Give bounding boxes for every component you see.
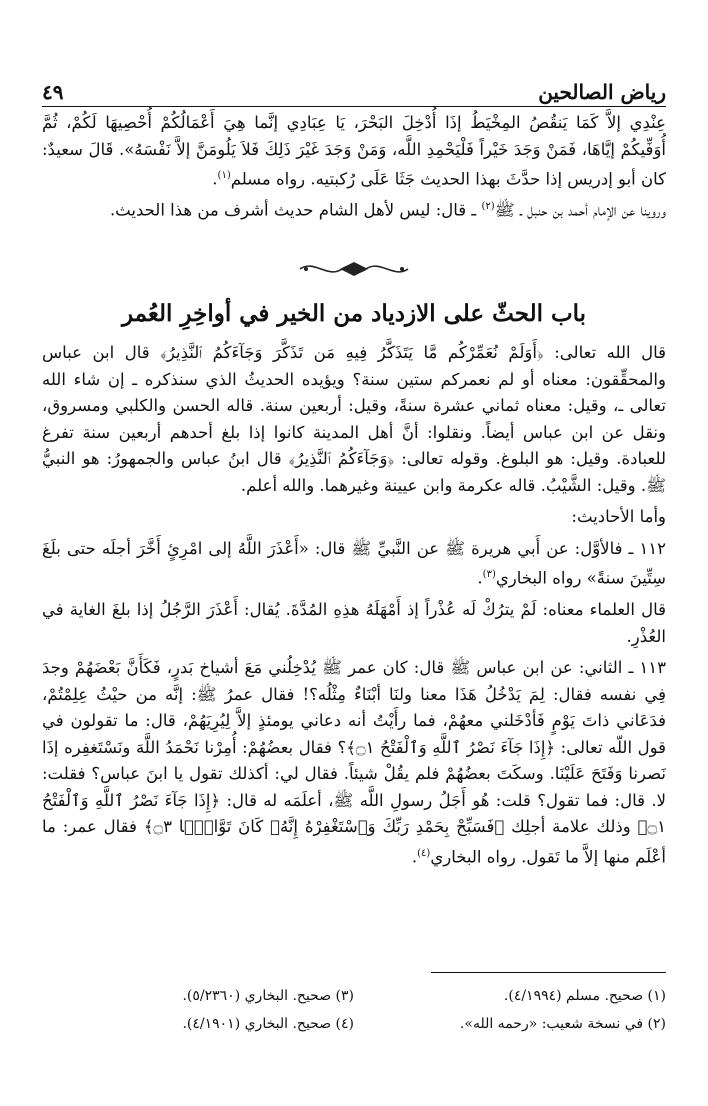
footnote-4: (٤) صحيح. البخاري (٤/١٩٠١). [182,1016,354,1032]
ahmad-quote-paragraph: وروينا عن الإمام أحمد بن حنبل ـ ﷺ$^{(٢)}$ ـ قال: ليس لأهل الشام حديث أشرف من هذا الحديث. [109,200,666,220]
top-passage [42,110,666,225]
chapter-body [42,340,666,876]
hadith-112: ١١٢ ـ فالأوَّل: عن أَبي هريرة ﷺ عن النَّبيِّ ﷺ قال: «أَعْذَرَ اللَّهُ إلى امْرِئٍ أَخَّرَ أجلَه حتى بلَغَ سِتِّينَ سنةً» رواه البخاري$^{(٣)}$. [42,538,666,588]
ahadith-heading: وأما الأحاديث: [571,507,666,526]
footnote-ref: (١) [217,170,231,181]
hadith-112-commentary: قال العلماء معناه: لَمْ يترُكْ لَه عُذْراً إذ أَمْهَلَهُ هذِهِ المُدَّةَ. يُقال: أَعْذَرَ الرَّجُلُ إذا بلغَ الغاية في العُذْرِ. [42,600,666,646]
running-head [42,76,666,107]
page-number: ٤٩ [42,80,64,104]
footnote-divider [431,972,666,973]
intro-paragraph: قال الله تعالى: ﴿أَوَلَمْ نُعَمِّرْكُم مَّا يَتَذَكَّرُ فِيهِ مَن تَذَكَّرَ وَجَآءَكُمُ ٱلنَّذِيرُ﴾ قال ابن عباس والمحقِّقون: معناه أو لم نعمركم ستين سنة؟ ويؤيده الحديثُ الذي سنذكره ـ إن شاء الله تعالى ـ، وقيل: معناه ثماني عشرة سنةً، وقيل: أربعين سنة. قاله الحسن والكلبي ومسروق، ونقل عن ابن عباس أيضاً. ونقلوا: أنَّ أهل المدينة كانوا إذا بلغ أحدهم أربعين سنة تفرغ للعبادة. وقيل: هو البلوغ. وقوله تعالى: ﴿وَجَآءَكُمُ ٱلنَّذِيرُ﴾ قال ابنُ عباس والجمهورُ: هو النبيُّ ﷺ. وقيل: الشَّيْبُ. قاله عكرمة وابن عيينة وغيرهما. والله أعلم. [42,343,666,495]
footnote-1: (١) صحيح. مسلم (٤/١٩٩٤). [503,988,666,1004]
chapter-title: باب الحثّ على الازدياد من الخير في أواخِرِ العُمر [121,300,587,327]
footnote-ref: (٤) [417,847,431,859]
footnote-2: (٢) في نسخة شعيب: «رحمه الله». [459,1016,666,1032]
book-title: رياض الصالحين [538,80,666,104]
hadith-ending-paragraph: عِنْدِي إلاَّ كَمَا يَنقُصُ المِخْيَطُ إذَا أُدْخِلَ البَحْرَ، يَا عِبَادِي إنَّما هِيَ أَعْمَالُكُمْ أُحْصِيهَا لَكُمْ، ثُمَّ أُوَفِّيكُمْ إيَّاهَا، فَمَنْ وَجَدَ خَيْراً فَلْيَحْمِدِ اللَّه، وَمَنْ وَجَدَ غَيْرَ ذَلِكَ فَلاَ يَلُومَنَّ إلاَّ نَفْسَهُ». قَالَ سعيدٌ: كان أبو إدريس إذا حدَّثَ بهذا الحديث جَثَا عَلَى رُكبتيه. رواه مسلم$^{(١)}$. [42,113,666,189]
footnotes [42,988,666,1032]
ornament-divider-icon [0,256,708,286]
hadith-113: ١١٣ ـ الثاني: عن ابن عباس ﷺ قال: كان عمر ﷺ يُدْخِلُني مَعَ أشياخ بَدرٍ، فَكَأَنَّ بَعْضَهُمْ وجدَ فِي نفسه فقال: لِمَ يَدْخُلُ هَذَا معنا ولنَا أبْنَاءٌ مِثْلُه؟! فقال عمرُ ﷺ: إنَّه من حيْثُ عِلِمْتُمْ، فدَعَاني ذاتَ يَوْمٍ فَأدْخَلني معهُمْ، فما رأَيْتُ أنه دعاني يومئذٍ إلاَّ لِيُرِيَهُمْ، قال: ما تقولون في قول اللّه تعالى: ﴿إِذَا جَآءَ نَصْرُ ٱللَّهِ وَٱلْفَتْحُ ۝١﴾؟ فقال بعضُهُمْ: أُمِرْنا نَحْمَدُ اللَّهَ ونَسْتَغفِره إذَا نَصرنا وَفَتَحَ عَلَيْنَا. وسكَتَ بعضُهُمْ فلم يقُلْ شيئاً. فقال لي: أكذلك تقول يا ابنَ عباس؟ فقلت: لا. قال: فما تقول؟ قلت: هُو أَجَلُ رسولِ اللَّه ﷺ، أعلَمَه له قال: ﴿إِذَا جَآءَ نَصْرُ ٱللَّهِ وَٱلْفَتْحُ ۝١﴾ وذلك علامة أجلِك ﴿فَسَبِّحْ بِحَمْدِ رَبِّكَ وَٱسْتَغْفِرْهُ إِنَّهُۥ كَانَ تَوَّابًۢا ۝٣﴾ فقال عمر: ما أعْلَم منها إلاَّ ما تَقول. رواه البخاري$^{(٤)}$. [42,658,666,866]
footnote-ref: (٣) [482,569,496,580]
footnote-ref: (٢) [481,201,495,212]
footnote-3: (٣) صحيح. البخاري (٥/٢٣٦٠). [182,988,354,1004]
